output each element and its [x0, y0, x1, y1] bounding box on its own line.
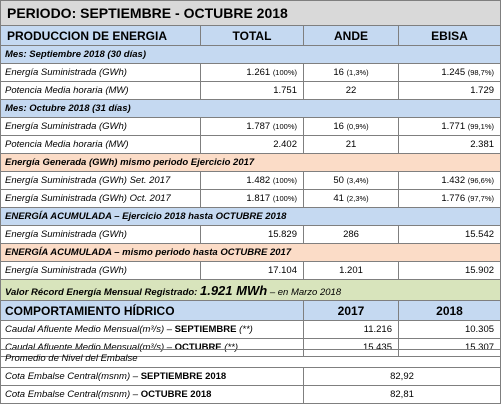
record-energy: [1, 280, 501, 301]
row-label: Energía Suministrada (GWh): [1, 64, 201, 82]
column-header-ebisa: EBISA: [399, 26, 501, 46]
table-row: [1, 172, 501, 190]
table-row: [1, 190, 501, 208]
record-label: Valor Récord Energía Mensual Registrado:: [5, 286, 198, 298]
hydric-year-2017: 2017: [304, 301, 399, 321]
table-row: [1, 386, 501, 404]
reservoir-value: 82,81: [304, 386, 501, 404]
ebisa-cell: 1.245 (98,7%): [399, 64, 501, 82]
column-header-row: [1, 26, 501, 46]
section-heading-accumulated-2018: ENERGÍA ACUMULADA – Ejercicio 2018 hasta OCTUBRE 2018: [1, 208, 501, 226]
row-label: Energía Suministrada (GWh): [1, 118, 201, 136]
hydric-2017-cell: 15.435: [304, 339, 399, 357]
table-row: [1, 368, 501, 386]
ebisa-cell: 15.542: [399, 226, 501, 244]
table-row: [1, 226, 501, 244]
ebisa-cell: 1.729: [399, 82, 501, 100]
record-row: [1, 280, 501, 301]
ande-cell: 22: [304, 82, 399, 100]
table-row: [1, 64, 501, 82]
reservoir-heading: Promedio de Nivel del Embalse: [1, 350, 501, 368]
total-cell: 1.787 (100%): [201, 118, 304, 136]
hydric-2018-cell: 10.305: [399, 321, 501, 339]
section-heading-october: Mes: Octubre 2018 (31 días): [1, 100, 501, 118]
ebisa-cell: 1.432 (96,6%): [399, 172, 501, 190]
ande-cell: 50 (3,4%): [304, 172, 399, 190]
row-label: Energía Suministrada (GWh) Oct. 2017: [1, 190, 201, 208]
ebisa-cell: 2.381: [399, 136, 501, 154]
total-cell: 17.104: [201, 262, 304, 280]
reservoir-row-label: Cota Embalse Central(msnm) – SEPTIEMBRE 2018: [1, 368, 304, 386]
row-label: Potencia Media horaria (MW): [1, 82, 201, 100]
hydric-year-2018: 2018: [399, 301, 501, 321]
hydric-2018-cell: 15.307: [399, 339, 501, 357]
hydric-row-label: Caudal Afluente Medio Mensual(m³/s) – SEPTIEMBRE (**): [1, 321, 304, 339]
ebisa-cell: 1.771 (99,1%): [399, 118, 501, 136]
total-cell: 1.261 (100%): [201, 64, 304, 82]
table-row: [1, 118, 501, 136]
ebisa-cell: 15.902: [399, 262, 501, 280]
ande-cell: 21: [304, 136, 399, 154]
column-header-ande: ANDE: [304, 26, 399, 46]
hydric-heading: COMPORTAMIENTO HÍDRICO: [1, 301, 304, 321]
row-label: Energía Suministrada (GWh): [1, 262, 201, 280]
row-label: Energía Suministrada (GWh): [1, 226, 201, 244]
ande-cell: 16 (0,9%): [304, 118, 399, 136]
table-row: [1, 321, 501, 339]
total-cell: 1.751: [201, 82, 304, 100]
row-label: Energía Suministrada (GWh) Set. 2017: [1, 172, 201, 190]
total-cell: 1.482 (100%): [201, 172, 304, 190]
row-label: Potencia Media horaria (MW): [1, 136, 201, 154]
reservoir-level-table: [0, 349, 501, 404]
ande-cell: 16 (1,3%): [304, 64, 399, 82]
reservoir-value: 82,92: [304, 368, 501, 386]
record-value: 1.921 MWh: [199, 282, 268, 298]
ande-cell: 41 (2,3%): [304, 190, 399, 208]
table-row: [1, 82, 501, 100]
total-cell: 15.829: [201, 226, 304, 244]
total-cell: 1.817 (100%): [201, 190, 304, 208]
record-note: – en Marzo 2018: [269, 286, 342, 298]
column-header-production: PRODUCCION DE ENERGIA: [1, 26, 201, 46]
page-title: PERIODO: SEPTIEMBRE - OCTUBRE 2018: [1, 1, 501, 26]
hydric-row-label: Caudal Afluente Medio Mensual(m³/s) – OCTUBRE (**): [1, 339, 304, 357]
section-heading-accumulated-2017: ENERGÍA ACUMULADA – mismo periodo hasta OCTUBRE 2017: [1, 244, 501, 262]
ande-cell: 1.201: [304, 262, 399, 280]
section-heading-2017-period: Energía Generada (GWh) mismo periodo Ejercicio 2017: [1, 154, 501, 172]
ebisa-cell: 1.776 (97,7%): [399, 190, 501, 208]
table-row: [1, 262, 501, 280]
hydric-header-row: [1, 301, 501, 321]
hydric-2017-cell: 11.216: [304, 321, 399, 339]
reservoir-row-label: Cota Embalse Central(msnm) – OCTUBRE 2018: [1, 386, 304, 404]
column-header-total: TOTAL: [201, 26, 304, 46]
section-heading-september: Mes: Septiembre 2018 (30 días): [1, 46, 501, 64]
table-row: [1, 136, 501, 154]
ande-cell: 286: [304, 226, 399, 244]
total-cell: 2.402: [201, 136, 304, 154]
